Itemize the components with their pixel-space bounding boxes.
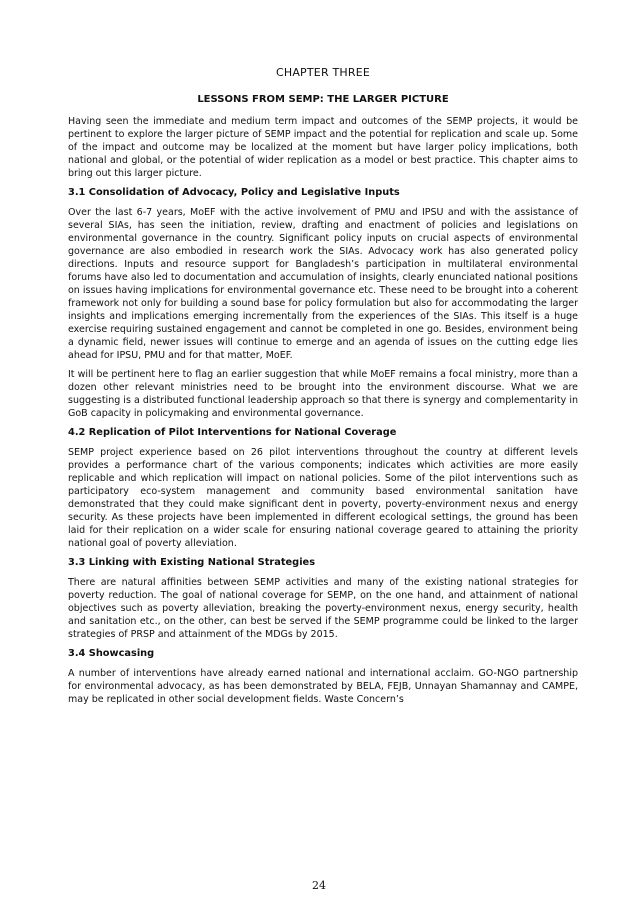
section-heading-3-1: 3.1 Consolidation of Advocacy, Policy and Legislative Inputs <box>68 187 400 198</box>
section-heading-3-3: 3.3 Linking with Existing National Strategies <box>68 557 316 568</box>
section-heading-3-4: 3.4 Showcasing <box>68 648 155 659</box>
section-4-2-paragraph: SEMP project experience based on 26 pilot interventions throughout the country at different levels provides a performance chart of the various components; indicates which activities are more easily replicable and which replication will impact on national policies. Some of the pilot interventions such as participatory eco-system management and community based environmental sanitation have demonstrated that they could make significant dent in poverty, poverty-environment nexus and energy security. As these projects have been implemented in different ecological settings, the ground has been laid for their replication on a wider scale for ensuring national coverage geared to attaining the priority national goal of poverty alleviation. <box>68 447 578 549</box>
section-3-1-paragraph-1: Over the last 6-7 years, MoEF with the active involvement of PMU and IPSU and with the assistance of several SIAs, has seen the initiation, review, drafting and enactment of policies and legislations on environmental governance in the country. Significant policy inputs on crucial aspects of environmental governance are also embodied in research work the SIAs. Advocacy work has also generated policy directions. Inputs and resource support for Bangladesh’s participation in multilateral environmental forums have also led to documentation and accumulation of insights, clearly enunciated national positions on issues having implications for environmental governance etc. These need to be brought into a coherent framework not only for building a sound base for policy formulation but also for accommodating the larger insights and implications emerging incrementally from the experiences of the SIAs. This itself is a huge exercise requiring sustained engagement and cannot be completed in one go. Besides, environment being a dynamic field, newer issues will continue to emerge and an agenda of issues on the cutting edge lies ahead for IPSU, PMU and for that matter, MoEF. <box>68 207 578 361</box>
section-3-3-paragraph: There are natural affinities between SEMP activities and many of the existing national strategies for poverty reduction. The goal of national coverage for SEMP, on the one hand, and attainment of national objectives such as poverty alleviation, breaking the poverty-environment nexus, energy security, health and sanitation etc., on the other, can best be served if the SEMP programme could be linked to the larger strategies of PRSP and attainment of the MDGs by 2015. <box>68 577 578 640</box>
chapter-label: CHAPTER THREE <box>275 66 371 79</box>
section-3-4-paragraph: A number of interventions have already earned national and international acclaim. GO-NGO partnership for environmental advocacy, as has been demonstrated by BELA, FEJB, Unnayan Shamannay and CAMPE, may be replicated in other social development fields. Waste Concern’s <box>68 668 578 705</box>
page-content <box>68 66 578 712</box>
page-number: 24 <box>312 879 326 892</box>
section-3-1-paragraph-2: It will be pertinent here to flag an earlier suggestion that while MoEF remains a focal ministry, more than a dozen other relevant ministries need to be brought into the environment discourse. What we are suggesting is a distributed functional leadership approach so that there is synergy and complementarity in GoB capacity in policymaking and environmental governance. <box>68 369 578 419</box>
section-heading-4-2: 4.2 Replication of Pilot Interventions for National Coverage <box>68 427 397 438</box>
chapter-title: LESSONS FROM SEMP: THE LARGER PICTURE <box>197 94 449 105</box>
intro-paragraph: Having seen the immediate and medium term impact and outcomes of the SEMP projects, it would be pertinent to explore the larger picture of SEMP impact and the potential for replication and scale up. Some of the impact and outcome may be localized at the moment but have larger policy implications, both national and global, or the potential of wider replication as a model or best practice. This chapter aims to bring out this larger picture. <box>68 116 578 179</box>
